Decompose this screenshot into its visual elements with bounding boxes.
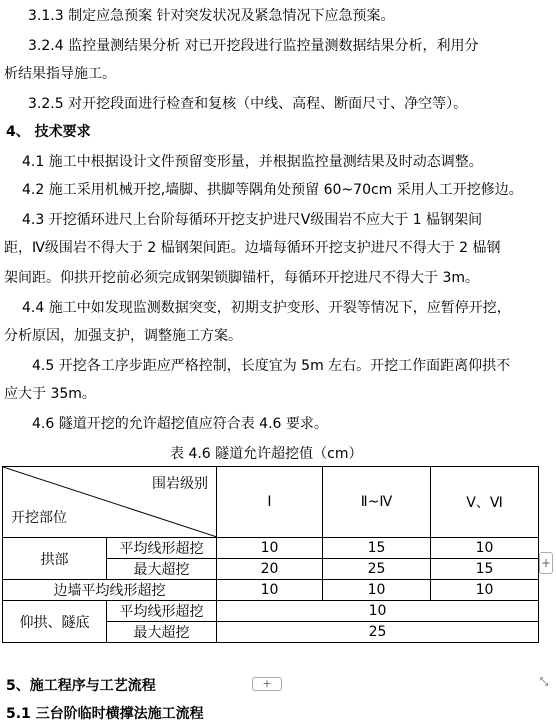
diagonal-header-cell bbox=[3, 467, 217, 538]
row-label-invert: 仰拱、隧底 bbox=[3, 601, 107, 643]
row-label-avg: 平均线形超挖 bbox=[107, 601, 217, 622]
header-rock-grade: 围岩级别 bbox=[152, 476, 208, 492]
table-cell: 10 bbox=[431, 538, 539, 559]
paragraph-4-3-cont2: 架间距。仰拱开挖前必须完成钢架锁脚锚杆，每循环开挖进尺不得大于 3m。 bbox=[4, 270, 479, 286]
paragraph-4-5-cont: 应大于 35m。 bbox=[4, 386, 96, 402]
row-label-arch: 拱部 bbox=[3, 538, 107, 580]
table-caption: 表 4.6 隧道允许超挖值（cm） bbox=[170, 446, 363, 462]
add-row-button[interactable]: + bbox=[252, 677, 282, 691]
paragraph-4-1: 4.1 施工中根据设计文件预留变形量，并根据监控量测结果及时动态调整。 bbox=[22, 154, 483, 170]
header-col-i: I bbox=[217, 467, 323, 538]
paragraph-4-5: 4.5 开挖各工序步距应严格控制，长度宜为 5m 左右。开挖工作面距离仰拱不 bbox=[32, 358, 511, 374]
table-cell: 25 bbox=[217, 622, 539, 643]
paragraph-4-4-cont: 分析原因，加强支护，调整施工方案。 bbox=[4, 328, 242, 344]
paragraph-3-2-4-cont: 析结果指导施工。 bbox=[4, 66, 116, 82]
row-label-max: 最大超挖 bbox=[107, 622, 217, 643]
table-cell: 15 bbox=[323, 538, 431, 559]
table-cell: 15 bbox=[431, 559, 539, 580]
section-5-heading: 5、施工程序与工艺流程 bbox=[6, 678, 156, 694]
header-col-ii-iv: Ⅱ~Ⅳ bbox=[323, 467, 431, 538]
row-label-avg: 平均线形超挖 bbox=[107, 538, 217, 559]
table-cell: 10 bbox=[217, 601, 539, 622]
row-label-max: 最大超挖 bbox=[107, 559, 217, 580]
table-cell: 20 bbox=[217, 559, 323, 580]
table-resize-handle[interactable]: ⤡ bbox=[539, 675, 549, 688]
paragraph-3-1-3: 3.1.3 制定应急预案 针对突发状况及紧急情况下应急预案。 bbox=[28, 8, 395, 24]
row-label-sidewall: 边墙平均线形超挖 bbox=[3, 580, 217, 601]
table-cell: 10 bbox=[323, 580, 431, 601]
header-excavation-part: 开挖部位 bbox=[11, 510, 67, 526]
paragraph-4-6: 4.6 隧道开挖的允许超挖值应符合表 4.6 要求。 bbox=[32, 416, 328, 432]
paragraph-4-2: 4.2 施工采用机械开挖,墙脚、拱脚等隅角处预留 60~70cm 采用人工开挖修边。 bbox=[22, 182, 523, 198]
paragraph-3-2-5: 3.2.5 对开挖段面进行检查和复核（中线、高程、断面尺寸、净空等）。 bbox=[28, 96, 468, 112]
overbreak-table bbox=[2, 466, 539, 643]
add-column-button[interactable]: + bbox=[539, 552, 553, 574]
paragraph-4-4: 4.4 施工中如发现监测数据突变，初期支护变形、开裂等情况下，应暂停开挖， bbox=[22, 300, 511, 316]
header-col-v-vi: Ⅴ、Ⅵ bbox=[431, 467, 539, 538]
table-cell: 10 bbox=[431, 580, 539, 601]
table-cell: 10 bbox=[217, 538, 323, 559]
section-5-1-heading: 5.1 三台阶临时横撑法施工流程 bbox=[6, 706, 204, 722]
table-cell: 10 bbox=[217, 580, 323, 601]
table-cell: 25 bbox=[323, 559, 431, 580]
section-4-heading: 4、 技术要求 bbox=[6, 124, 91, 140]
paragraph-4-3-cont1: 距，Ⅳ级围岩不得大于 2 榀钢架间距。边墙每循环开挖支护进尺不得大于 2 榀钢 bbox=[4, 240, 501, 256]
paragraph-4-3: 4.3 开挖循环进尺上台阶每循环开挖支护进尺Ⅴ级围岩不应大于 1 榀钢架间 bbox=[22, 212, 483, 228]
paragraph-3-2-4: 3.2.4 监控量测结果分析 对已开挖段进行监控量测数据结果分析，利用分 bbox=[28, 38, 479, 54]
